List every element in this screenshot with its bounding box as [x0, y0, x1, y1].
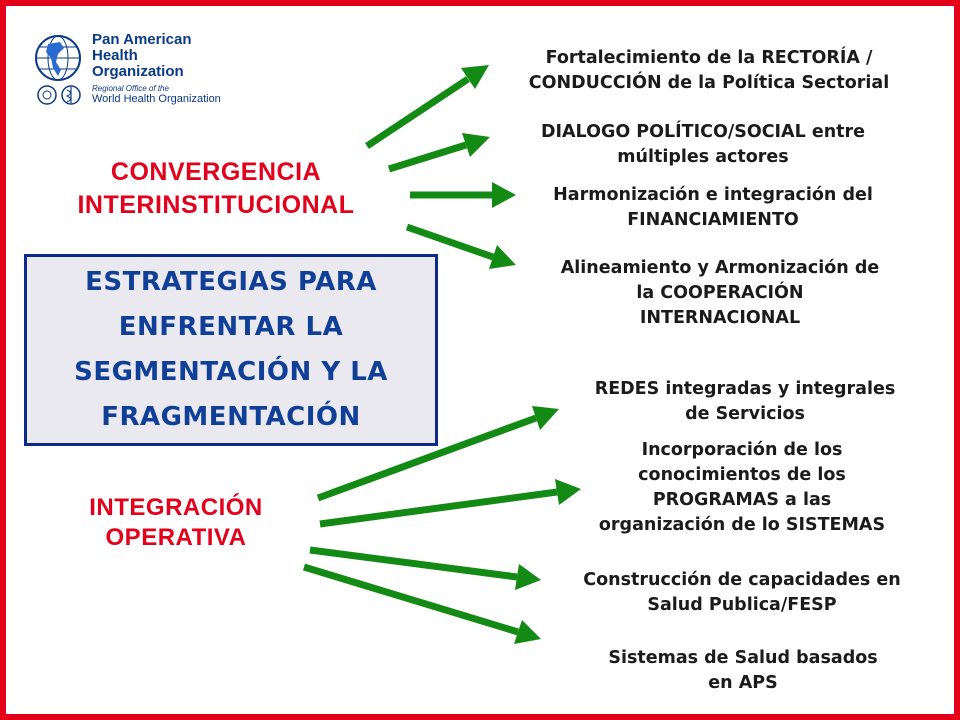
strategy-line: SEGMENTACIÓN Y LA	[74, 357, 388, 387]
item-line: en APS	[708, 673, 778, 693]
item-line: REDES integradas y integrales	[594, 379, 896, 399]
item-line: INTERNACIONAL	[639, 308, 801, 328]
item-line: de Servicios	[685, 404, 805, 424]
item-line: FINANCIAMIENTO	[627, 210, 799, 230]
heading-line: CONVERGENCIA	[110, 158, 322, 186]
arrow-financiamiento	[410, 182, 516, 208]
logo-who-line: World Health Organization	[92, 93, 221, 105]
item-line: Sistemas de Salud basados	[608, 648, 878, 668]
logo-name-line: Pan American	[92, 31, 192, 48]
item-capacidades	[522, 568, 960, 618]
item-line: CONDUCCIÓN de la Política Sectorial	[528, 73, 890, 93]
heading-line: INTERINSTITUCIONAL	[77, 191, 355, 219]
strategy-line: ESTRATEGIAS PARA	[85, 267, 377, 297]
item-line: conocimientos de los	[638, 465, 846, 485]
item-line: la COOPERACIÓN	[636, 283, 804, 303]
logo-regional-line: Regional Office of the	[92, 84, 169, 93]
arrow-redes	[318, 406, 559, 498]
arrow-dialogo	[389, 133, 490, 169]
strategy-line: FRAGMENTACIÓN	[101, 402, 361, 432]
item-line: Salud Publica/FESP	[647, 595, 837, 615]
item-line: organización de lo SISTEMAS	[598, 515, 886, 535]
arrow-cooperacion	[407, 227, 516, 269]
item-line: múltiples actores	[617, 147, 789, 167]
item-line: PROGRAMAS a las	[652, 490, 832, 510]
item-line: Incorporación de los	[641, 440, 843, 460]
item-programas	[542, 438, 942, 538]
item-line: Harmonización e integración del	[553, 185, 873, 205]
item-redes	[530, 377, 960, 427]
item-cooperacion	[504, 256, 936, 331]
item-line: Construcción de capacidades en	[583, 570, 901, 590]
logo-name-line: Organization	[92, 63, 184, 80]
item-rectoria	[472, 46, 946, 96]
item-dialogo	[486, 120, 920, 170]
item-line: Fortalecimiento de la RECTORÍA /	[545, 48, 873, 68]
arrow-rectoria	[367, 65, 489, 146]
item-line: DIALOGO POLÍTICO/SOCIAL entre	[540, 122, 866, 142]
strategy-line: ENFRENTAR LA	[118, 312, 344, 342]
heading-line: OPERATIVA	[105, 524, 247, 551]
item-financiamiento	[508, 183, 918, 233]
arrow-capacidades	[310, 550, 541, 590]
item-aps	[558, 646, 928, 696]
heading-line: INTEGRACIÓN	[89, 494, 263, 521]
logo-name-line: Health	[92, 47, 138, 64]
item-line: Alineamiento y Armonización de	[560, 258, 880, 278]
